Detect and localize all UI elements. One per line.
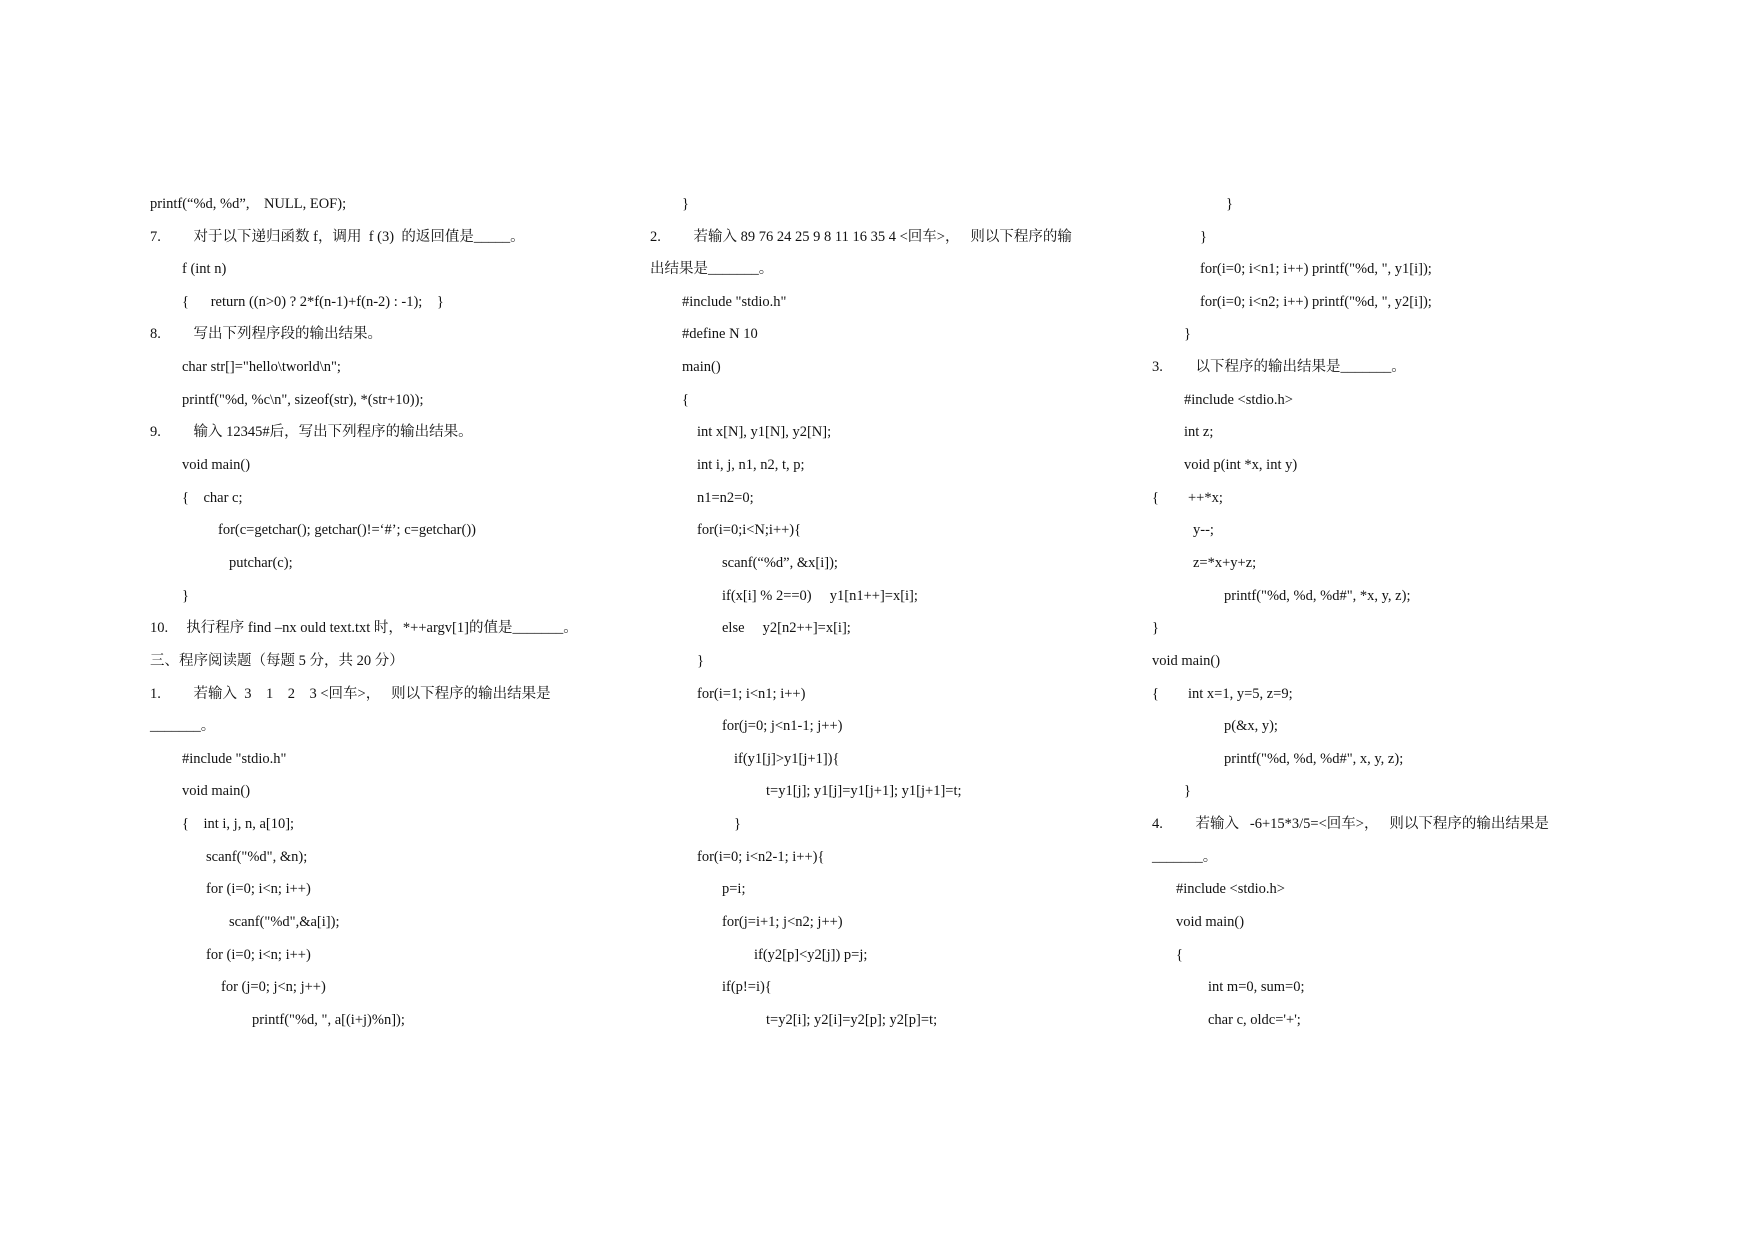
code-line: printf("%d, ", a[(i+j)%n]);: [252, 1012, 405, 1028]
code-line: int m=0, sum=0;: [1208, 979, 1305, 995]
code-line: }: [682, 196, 689, 212]
code-line: p(&x, y);: [1224, 718, 1278, 734]
question-7: 7. 对于以下递归函数 f，调用 f (3) 的返回值是_____。: [150, 229, 525, 245]
code-line: printf("%d, %d, %d#", *x, y, z);: [1224, 588, 1411, 604]
question-9: 9. 输入 12345#后，写出下列程序的输出结果。: [150, 424, 473, 440]
code-line: }: [734, 816, 741, 832]
code-line: z=*x+y+z;: [1193, 555, 1257, 571]
code-line: if(p!=i){: [722, 979, 772, 995]
code-line: {: [1176, 947, 1183, 963]
code-line: for(i=0;i<N;i++){: [697, 522, 802, 538]
text-line: printf(“%d, %d”, NULL, EOF);: [150, 196, 347, 212]
code-line: #include <stdio.h>: [1176, 881, 1285, 897]
code-line: main(): [682, 359, 721, 375]
code-line: for(i=0; i<n2-1; i++){: [697, 849, 825, 865]
code-line: t=y1[j]; y1[j]=y1[j+1]; y1[j+1]=t;: [766, 783, 962, 799]
code-line: #include <stdio.h>: [1184, 392, 1293, 408]
code-line: y--;: [1193, 522, 1214, 538]
code-line: }: [1200, 229, 1207, 245]
code-line: int z;: [1184, 424, 1214, 440]
question-4: 4. 若输入 -6+15*3/5=<回车>， 则以下程序的输出结果是: [1152, 816, 1549, 832]
code-line: void main(): [182, 783, 251, 799]
question-2-continued: 出结果是_______。: [650, 261, 774, 277]
code-line: void main(): [1176, 914, 1245, 930]
code-line: printf("%d, %c\n", sizeof(str), *(str+10));: [182, 392, 424, 408]
question-10: 10. 执行程序 find –nx ould text.txt 时，*++argv[1]的值是_______。: [150, 620, 578, 636]
code-line: {: [682, 392, 689, 408]
code-line: f (int n): [182, 261, 227, 277]
code-line: char c, oldc='+';: [1208, 1012, 1301, 1028]
code-line: for (i=0; i<n; i++): [206, 947, 311, 963]
code-line: for(j=i+1; j<n2; j++): [722, 914, 843, 930]
code-line: void main(): [182, 457, 251, 473]
code-line: { int i, j, n, a[10];: [182, 816, 295, 832]
code-line: void p(int *x, int y): [1184, 457, 1298, 473]
code-line: for(j=0; j<n1-1; j++): [722, 718, 843, 734]
code-line: { char c;: [182, 490, 243, 506]
code-line: t=y2[i]; y2[i]=y2[p]; y2[p]=t;: [766, 1012, 938, 1028]
code-line: }: [697, 653, 704, 669]
code-line: }: [1184, 783, 1191, 799]
code-line: void main(): [1152, 653, 1221, 669]
code-line: n1=n2=0;: [697, 490, 754, 506]
code-line: for(i=1; i<n1; i++): [697, 686, 806, 702]
code-line: printf("%d, %d, %d#", x, y, z);: [1224, 751, 1404, 767]
question-2: 2. 若输入 89 76 24 25 9 8 11 16 35 4 <回车>， 则以下程序的输: [650, 229, 1072, 245]
section-heading: 三、程序阅读题（每题 5 分，共 20 分）: [150, 653, 404, 669]
code-line: scanf("%d",&a[i]);: [229, 914, 340, 930]
code-line: }: [1152, 620, 1159, 636]
code-line: for (j=0; j<n; j++): [221, 979, 326, 995]
code-line: scanf(“%d”, &x[i]);: [722, 555, 838, 571]
code-line: #include "stdio.h": [682, 294, 787, 310]
code-line: for(i=0; i<n1; i++) printf("%d, ", y1[i]);: [1200, 261, 1432, 277]
code-line: #define N 10: [682, 326, 758, 342]
code-line: }: [1226, 196, 1233, 212]
code-line: int i, j, n1, n2, t, p;: [697, 457, 805, 473]
code-line: }: [182, 588, 189, 604]
code-line: putchar(c);: [229, 555, 293, 571]
code-line: }: [1184, 326, 1191, 342]
answer-blank: _______。: [150, 718, 216, 734]
code-line: int x[N], y1[N], y2[N];: [697, 424, 832, 440]
code-line: for (i=0; i<n; i++): [206, 881, 311, 897]
code-line: { int x=1, y=5, z=9;: [1152, 686, 1293, 702]
code-line: for(i=0; i<n2; i++) printf("%d, ", y2[i]);: [1200, 294, 1432, 310]
code-line: else y2[n2++]=x[i];: [722, 620, 851, 636]
question-8: 8. 写出下列程序段的输出结果。: [150, 326, 382, 342]
code-line: for(c=getchar(); getchar()!=‘#’; c=getchar()): [218, 522, 476, 538]
code-line: { ++*x;: [1152, 490, 1223, 506]
code-line: if(y1[j]>y1[j+1]){: [734, 751, 840, 767]
code-line: scanf("%d", &n);: [206, 849, 308, 865]
code-line: p=i;: [722, 881, 746, 897]
code-line: if(y2[p]<y2[j]) p=j;: [754, 947, 868, 963]
answer-blank: _______。: [1152, 849, 1218, 865]
question-3: 3. 以下程序的输出结果是_______。: [1152, 359, 1406, 375]
code-line: #include "stdio.h": [182, 751, 287, 767]
code-line: { return ((n>0) ? 2*f(n-1)+f(n-2) : -1); }: [182, 294, 444, 310]
question-1: 1. 若输入 3 1 2 3 <回车>， 则以下程序的输出结果是: [150, 686, 551, 702]
code-line: char str[]="hello\tworld\n";: [182, 359, 341, 375]
code-line: if(x[i] % 2==0) y1[n1++]=x[i];: [722, 588, 918, 604]
